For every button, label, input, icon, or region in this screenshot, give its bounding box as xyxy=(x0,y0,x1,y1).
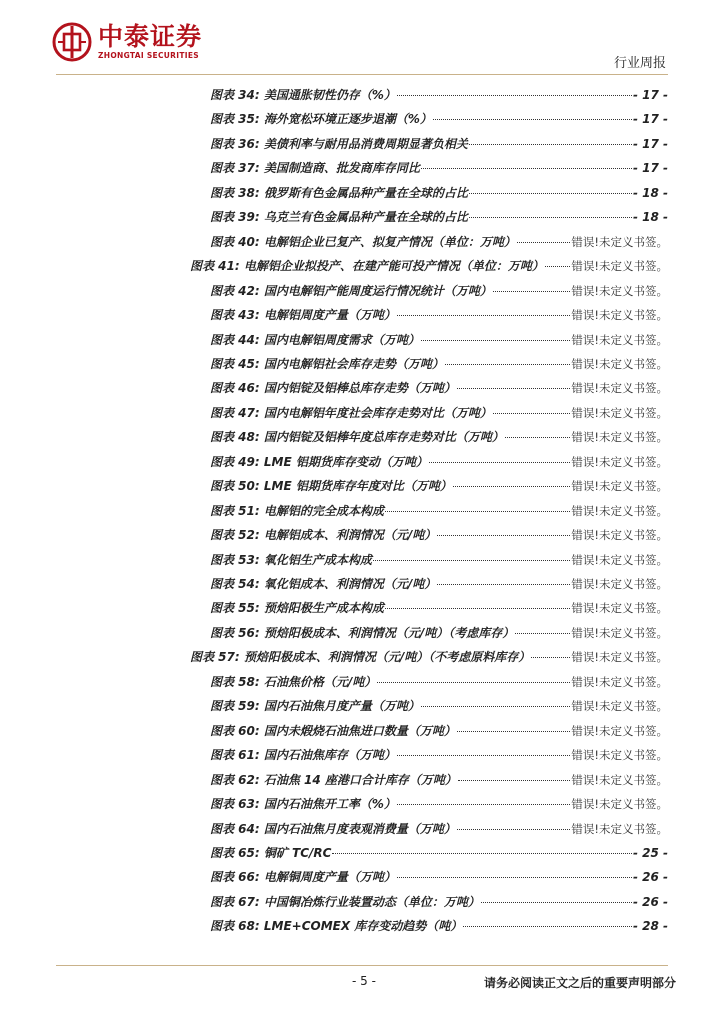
dot-leader xyxy=(373,560,571,561)
dot-leader xyxy=(433,119,632,120)
toc-entry-page: 错误!未定义书签。 xyxy=(571,552,668,567)
toc-entry-label: 图表 49: LME 铝期货库存变动（万吨） xyxy=(210,454,428,469)
toc-entry[interactable] xyxy=(210,769,668,791)
dot-leader xyxy=(457,829,571,830)
toc-entry-label: 图表 46: 国内铝锭及铝棒总库存走势（万吨） xyxy=(210,381,456,396)
toc-entry[interactable] xyxy=(210,451,668,473)
toc-entry[interactable] xyxy=(210,280,668,302)
dot-leader xyxy=(531,657,570,658)
header-divider xyxy=(56,74,668,75)
toc-entry-page: 错误!未定义书签。 xyxy=(571,405,668,420)
dot-leader xyxy=(421,706,571,707)
toc-entry-label: 图表 43: 电解铝周度产量（万吨） xyxy=(210,308,396,323)
toc-entry-page: 错误!未定义书签。 xyxy=(571,308,668,323)
zhongtai-logo-icon xyxy=(52,22,92,62)
dot-leader xyxy=(377,682,570,683)
toc-entry[interactable] xyxy=(190,255,668,277)
toc-entry-page: 错误!未定义书签。 xyxy=(571,381,668,396)
toc-entry-page: 错误!未定义书签。 xyxy=(571,259,668,274)
dot-leader xyxy=(457,388,571,389)
toc-entry-page: - 17 - xyxy=(632,136,668,151)
toc-entry-page: 错误!未定义书签。 xyxy=(571,797,668,812)
toc-entry-page: 错误!未定义书签。 xyxy=(571,674,668,689)
dot-leader xyxy=(545,266,571,267)
dot-leader xyxy=(505,437,571,438)
toc-entry-page: 错误!未定义书签。 xyxy=(571,283,668,298)
dot-leader xyxy=(429,462,571,463)
toc-entry-page: 错误!未定义书签。 xyxy=(571,430,668,445)
toc-entry-label: 图表 47: 国内电解铝年度社会库存走势对比（万吨） xyxy=(210,405,492,420)
dot-leader xyxy=(397,755,571,756)
toc-entry[interactable] xyxy=(210,353,668,375)
toc-entry-page: - 26 - xyxy=(632,870,668,885)
dot-leader xyxy=(421,168,632,169)
company-logo xyxy=(52,22,202,62)
toc-entry-label: 图表 59: 国内石油焦月度产量（万吨） xyxy=(210,699,420,714)
toc-entry-page: 错误!未定义书签。 xyxy=(571,356,668,371)
toc-entry-label: 图表 55: 预焙阳极生产成本构成 xyxy=(210,601,384,616)
toc-entry-page: 错误!未定义书签。 xyxy=(571,723,668,738)
toc-entry-label: 图表 39: 乌克兰有色金属品种产量在全球的占比 xyxy=(210,210,468,225)
toc-entry[interactable] xyxy=(210,866,668,888)
toc-entry-page: 错误!未定义书签。 xyxy=(571,454,668,469)
dot-leader xyxy=(469,144,632,145)
dot-leader xyxy=(469,193,632,194)
toc-entry[interactable] xyxy=(210,744,668,766)
toc-entry-label: 图表 56: 预焙阳极成本、利润情况（元/吨）（考虑库存） xyxy=(210,625,515,640)
dot-leader xyxy=(397,95,632,96)
toc-entry[interactable] xyxy=(210,524,668,546)
toc-entry-label: 图表 37: 美国制造商、批发商库存同比 xyxy=(210,161,420,176)
toc-entry-label: 图表 52: 电解铝成本、利润情况（元/吨） xyxy=(210,528,437,543)
toc-entry[interactable] xyxy=(210,206,668,228)
toc-entry[interactable] xyxy=(210,597,668,619)
toc-entry-page: 错误!未定义书签。 xyxy=(571,332,668,347)
dot-leader xyxy=(397,315,571,316)
dot-leader xyxy=(481,902,632,903)
toc-entry-label: 图表 61: 国内石油焦库存（万吨） xyxy=(210,748,396,763)
toc-entry-page: 错误!未定义书签。 xyxy=(571,650,668,665)
toc-entry-page: 错误!未定义书签。 xyxy=(571,503,668,518)
toc-entry[interactable] xyxy=(210,133,668,155)
toc-entry[interactable] xyxy=(210,573,668,595)
toc-entry-label: 图表 53: 氧化铝生产成本构成 xyxy=(210,552,372,567)
dot-leader xyxy=(437,535,570,536)
dot-leader xyxy=(385,511,571,512)
toc-entry-label: 图表 51: 电解铝的完全成本构成 xyxy=(210,503,384,518)
toc-entry-label: 图表 60: 国内未煅烧石油焦进口数量（万吨） xyxy=(210,723,456,738)
report-type-label: 行业周报 xyxy=(613,56,666,71)
logo-english-name: ZHONGTAI SECURITIES xyxy=(98,51,199,60)
dot-leader xyxy=(397,804,571,805)
toc-entry[interactable] xyxy=(210,475,668,497)
dot-leader xyxy=(445,364,571,365)
toc-entry[interactable] xyxy=(210,671,668,693)
toc-entry-label: 图表 40: 电解铝企业已复产、拟复产情况（单位：万吨） xyxy=(210,234,516,249)
footer-divider xyxy=(56,965,668,966)
toc-entry[interactable] xyxy=(210,622,668,644)
dot-leader xyxy=(421,340,571,341)
toc-entry-page: 错误!未定义书签。 xyxy=(571,748,668,763)
toc-entry-page: - 18 - xyxy=(632,210,668,225)
toc-entry[interactable] xyxy=(190,646,668,668)
toc-entry-label: 图表 34: 美国通胀韧性仍存（%） xyxy=(210,88,396,102)
dot-leader xyxy=(457,731,571,732)
toc-entry-label: 图表 41: 电解铝企业拟投产、在建产能可投产情况（单位：万吨） xyxy=(190,259,544,274)
toc-entry-page: - 28 - xyxy=(632,919,668,934)
toc-entry[interactable] xyxy=(210,426,668,448)
toc-entry-label: 图表 64: 国内石油焦月度表观消费量（万吨） xyxy=(210,821,456,836)
logo-chinese-name: 中泰证券 xyxy=(98,22,203,51)
dot-leader xyxy=(463,926,632,927)
toc-entry-label: 图表 54: 氧化铝成本、利润情况（元/吨） xyxy=(210,577,437,591)
toc-entry-label: 图表 57: 预焙阳极成本、利润情况（元/吨）（不考虑原料库存） xyxy=(190,650,531,665)
dot-leader xyxy=(493,291,571,292)
dot-leader xyxy=(493,413,571,414)
toc-entry-label: 图表 35: 海外宽松环境正逐步退潮（%） xyxy=(210,112,432,127)
toc-entry-label: 图表 48: 国内铝锭及铝棒年度总库存走势对比（万吨） xyxy=(210,430,504,445)
toc-entry[interactable] xyxy=(210,108,668,130)
toc-entry-page: - 18 - xyxy=(632,185,668,200)
page-number: - 5 - xyxy=(352,974,376,988)
toc-entry-label: 图表 44: 国内电解铝周度需求（万吨） xyxy=(210,332,420,347)
toc-entry-page: - 17 - xyxy=(632,112,668,127)
toc-entry-label: 图表 36: 美债利率与耐用品消费周期显著负相关 xyxy=(210,136,468,151)
toc-entry-page: 错误!未定义书签。 xyxy=(571,625,668,640)
toc-entry[interactable] xyxy=(210,549,668,571)
dot-leader xyxy=(453,486,571,487)
toc-entry-page: 错误!未定义书签。 xyxy=(571,528,668,543)
toc-entry[interactable] xyxy=(210,157,668,179)
toc-entry[interactable] xyxy=(210,84,668,106)
dot-leader xyxy=(515,633,570,634)
toc-entry-page: 错误!未定义书签。 xyxy=(571,699,668,714)
toc-entry-label: 图表 67: 中国铜冶炼行业装置动态（单位：万吨） xyxy=(210,894,480,909)
toc-entry-page: - 17 - xyxy=(632,88,668,102)
toc-entry-label: 图表 68: LME+COMEX 库存变动趋势（吨） xyxy=(210,919,463,934)
toc-entry[interactable] xyxy=(210,500,668,522)
toc-entry-label: 图表 63: 国内石油焦开工率（%） xyxy=(210,797,396,812)
toc-entry-page: - 25 - xyxy=(632,845,668,860)
toc-entry[interactable] xyxy=(210,842,668,864)
toc-entry-page: - 17 - xyxy=(632,161,668,176)
dot-leader xyxy=(397,877,632,878)
toc-entry[interactable] xyxy=(210,329,668,351)
toc-entry-label: 图表 45: 国内电解铝社会库存走势（万吨） xyxy=(210,356,444,371)
toc-entry[interactable] xyxy=(210,818,668,840)
toc-entry-page: 错误!未定义书签。 xyxy=(571,772,668,787)
toc-entry[interactable] xyxy=(210,793,668,815)
dot-leader xyxy=(437,584,570,585)
dot-leader xyxy=(385,608,571,609)
disclaimer-text: 请务必阅读正文之后的重要声明部分 xyxy=(483,976,676,990)
toc-entry[interactable] xyxy=(210,377,668,399)
toc-entry[interactable] xyxy=(210,402,668,424)
toc-entry-label: 图表 62: 石油焦 14 座港口合计库存（万吨） xyxy=(210,772,457,787)
dot-leader xyxy=(332,853,632,854)
toc-entry-page: 错误!未定义书签。 xyxy=(571,601,668,616)
toc-entry[interactable] xyxy=(210,891,668,913)
toc-entry[interactable] xyxy=(210,720,668,742)
toc-entry-page: 错误!未定义书签。 xyxy=(571,821,668,836)
toc-entry[interactable] xyxy=(210,695,668,717)
toc-entry[interactable] xyxy=(210,304,668,326)
toc-entry-page: - 26 - xyxy=(632,894,668,909)
toc-entry-page: 错误!未定义书签。 xyxy=(571,577,668,591)
toc-entry-label: 图表 66: 电解铜周度产量（万吨） xyxy=(210,870,396,885)
toc-entry-label: 图表 58: 石油焦价格（元/吨） xyxy=(210,674,377,689)
toc-entry-label: 图表 42: 国内电解铝产能周度运行情况统计（万吨） xyxy=(210,283,492,298)
toc-entry-label: 图表 38: 俄罗斯有色金属品种产量在全球的占比 xyxy=(210,185,468,200)
toc-entry[interactable] xyxy=(210,231,668,253)
toc-entry-page: 错误!未定义书签。 xyxy=(571,479,668,494)
dot-leader xyxy=(517,242,571,243)
dot-leader xyxy=(458,780,570,781)
toc-entry[interactable] xyxy=(210,182,668,204)
toc-entry-page: 错误!未定义书签。 xyxy=(571,234,668,249)
page-header xyxy=(0,0,724,80)
toc-entry[interactable] xyxy=(210,915,668,937)
dot-leader xyxy=(469,217,632,218)
toc-entry-label: 图表 65: 铜矿 TC/RC xyxy=(210,845,332,860)
toc-entry-label: 图表 50: LME 铝期货库存年度对比（万吨） xyxy=(210,479,452,494)
